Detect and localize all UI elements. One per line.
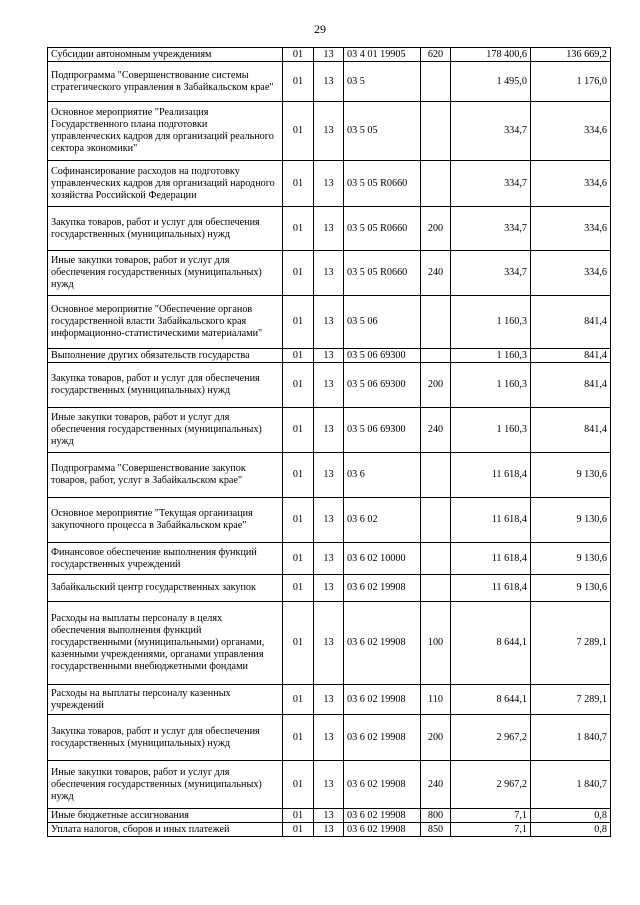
cell-sum-1: 178 400,6	[451, 48, 531, 62]
cell-csr: 03 6 02 19908	[344, 715, 421, 761]
table-row	[48, 823, 611, 837]
cell-name: Софинансирование расходов на подготовку управленческих кадров для организаций народного хозяйства Российской Федерации	[48, 161, 283, 207]
cell-gr: 01	[283, 498, 314, 543]
cell-name: Основное мероприятие "Текущая организация закупочного процесса в Забайкальском крае"	[48, 498, 283, 543]
cell-csr: 03 6 02 19908	[344, 809, 421, 823]
cell-pr: 13	[314, 575, 344, 602]
table-row	[48, 161, 611, 207]
cell-csr: 03 5 05 R0660	[344, 161, 421, 207]
cell-pr: 13	[314, 363, 344, 408]
cell-sum-1: 334,7	[451, 207, 531, 251]
cell-vr	[421, 161, 451, 207]
cell-vr	[421, 453, 451, 498]
cell-sum-1: 11 618,4	[451, 498, 531, 543]
cell-csr: 03 5 05 R0660	[344, 251, 421, 296]
cell-pr: 13	[314, 161, 344, 207]
cell-gr: 01	[283, 453, 314, 498]
cell-gr: 01	[283, 761, 314, 809]
cell-csr: 03 5 06 69300	[344, 363, 421, 408]
cell-pr: 13	[314, 685, 344, 715]
cell-pr: 13	[314, 761, 344, 809]
cell-csr: 03 6	[344, 453, 421, 498]
cell-vr: 200	[421, 715, 451, 761]
cell-sum-2: 1 840,7	[531, 761, 611, 809]
table-row	[48, 602, 611, 685]
cell-sum-2: 7 289,1	[531, 685, 611, 715]
cell-sum-2: 841,4	[531, 296, 611, 349]
cell-sum-2: 334,6	[531, 102, 611, 161]
cell-sum-2: 9 130,6	[531, 498, 611, 543]
cell-name: Закупка товаров, работ и услуг для обеспечения государственных (муниципальных) нужд	[48, 715, 283, 761]
table-row	[48, 715, 611, 761]
cell-name: Основное мероприятие "Реализация Государственного плана подготовки управленческих кадров для организаций реального сектора экономики"	[48, 102, 283, 161]
cell-name: Расходы на выплаты персоналу казенных учреждений	[48, 685, 283, 715]
cell-name: Финансовое обеспечение выполнения функций государственных учреждений	[48, 543, 283, 575]
table-row	[48, 207, 611, 251]
cell-gr: 01	[283, 207, 314, 251]
cell-pr: 13	[314, 62, 344, 102]
cell-name: Забайкальский центр государственных закупок	[48, 575, 283, 602]
cell-vr	[421, 62, 451, 102]
cell-name: Подпрограмма "Совершенствование закупок товаров, работ, услуг в Забайкальском крае"	[48, 453, 283, 498]
cell-gr: 01	[283, 543, 314, 575]
cell-pr: 13	[314, 823, 344, 837]
cell-csr: 03 5 05 R0660	[344, 207, 421, 251]
cell-sum-1: 1 160,3	[451, 363, 531, 408]
table-row	[48, 102, 611, 161]
cell-pr: 13	[314, 715, 344, 761]
cell-name: Расходы на выплаты персоналу в целях обеспечения выполнения функций государственными (муниципальными) органами, казенными учреждениями, органами управления государственными внебюджетными фондами	[48, 602, 283, 685]
cell-csr: 03 5 05	[344, 102, 421, 161]
cell-sum-1: 1 160,3	[451, 349, 531, 363]
cell-sum-1: 1 160,3	[451, 408, 531, 453]
cell-name: Основное мероприятие "Обеспечение органов государственной власти Забайкальского края информационно-статистическими материалами"	[48, 296, 283, 349]
table-row	[48, 48, 611, 62]
cell-sum-1: 334,7	[451, 161, 531, 207]
cell-pr: 13	[314, 602, 344, 685]
cell-sum-1: 1 495,0	[451, 62, 531, 102]
table-row	[48, 296, 611, 349]
cell-csr: 03 5	[344, 62, 421, 102]
cell-vr: 800	[421, 809, 451, 823]
cell-sum-2: 841,4	[531, 408, 611, 453]
cell-vr: 100	[421, 602, 451, 685]
cell-csr: 03 6 02 10000	[344, 543, 421, 575]
cell-sum-2: 334,6	[531, 161, 611, 207]
cell-sum-1: 2 967,2	[451, 761, 531, 809]
cell-sum-2: 136 669,2	[531, 48, 611, 62]
cell-name: Иные закупки товаров, работ и услуг для обеспечения государственных (муниципальных) нужд	[48, 761, 283, 809]
cell-vr: 850	[421, 823, 451, 837]
cell-gr: 01	[283, 823, 314, 837]
cell-sum-1: 8 644,1	[451, 685, 531, 715]
cell-name: Выполнение других обязательств государства	[48, 349, 283, 363]
cell-sum-2: 9 130,6	[531, 575, 611, 602]
cell-vr: 200	[421, 207, 451, 251]
cell-sum-1: 334,7	[451, 102, 531, 161]
table-row	[48, 575, 611, 602]
cell-vr: 620	[421, 48, 451, 62]
cell-csr: 03 6 02 19908	[344, 823, 421, 837]
cell-gr: 01	[283, 349, 314, 363]
cell-csr: 03 5 06	[344, 296, 421, 349]
cell-sum-2: 841,4	[531, 349, 611, 363]
cell-sum-1: 7,1	[451, 809, 531, 823]
page-number: 29	[314, 22, 326, 36]
cell-sum-2: 1 176,0	[531, 62, 611, 102]
cell-gr: 01	[283, 251, 314, 296]
cell-vr: 240	[421, 761, 451, 809]
cell-csr: 03 6 02 19908	[344, 685, 421, 715]
cell-sum-2: 0,8	[531, 809, 611, 823]
cell-gr: 01	[283, 102, 314, 161]
cell-gr: 01	[283, 715, 314, 761]
cell-sum-2: 334,6	[531, 251, 611, 296]
cell-csr: 03 4 01 19905	[344, 48, 421, 62]
cell-sum-2: 7 289,1	[531, 602, 611, 685]
cell-sum-2: 841,4	[531, 363, 611, 408]
cell-vr	[421, 102, 451, 161]
cell-vr	[421, 296, 451, 349]
cell-sum-1: 7,1	[451, 823, 531, 837]
cell-sum-1: 11 618,4	[451, 575, 531, 602]
table-row	[48, 408, 611, 453]
cell-gr: 01	[283, 602, 314, 685]
cell-pr: 13	[314, 102, 344, 161]
cell-vr: 110	[421, 685, 451, 715]
cell-sum-2: 9 130,6	[531, 543, 611, 575]
cell-pr: 13	[314, 296, 344, 349]
budget-table	[47, 47, 611, 837]
table-row	[48, 761, 611, 809]
cell-sum-2: 334,6	[531, 207, 611, 251]
cell-sum-1: 2 967,2	[451, 715, 531, 761]
table-row	[48, 363, 611, 408]
cell-vr	[421, 349, 451, 363]
cell-sum-1: 334,7	[451, 251, 531, 296]
cell-name: Уплата налогов, сборов и иных платежей	[48, 823, 283, 837]
cell-gr: 01	[283, 48, 314, 62]
cell-gr: 01	[283, 62, 314, 102]
cell-csr: 03 6 02 19908	[344, 575, 421, 602]
cell-csr: 03 6 02	[344, 498, 421, 543]
budget-table-body	[48, 48, 611, 837]
cell-pr: 13	[314, 498, 344, 543]
cell-name: Подпрограмма "Совершенствование системы стратегического управления в Забайкальском крае"	[48, 62, 283, 102]
cell-pr: 13	[314, 48, 344, 62]
cell-gr: 01	[283, 575, 314, 602]
cell-gr: 01	[283, 296, 314, 349]
cell-sum-1: 11 618,4	[451, 543, 531, 575]
cell-vr	[421, 498, 451, 543]
cell-name: Закупка товаров, работ и услуг для обеспечения государственных (муниципальных) нужд	[48, 363, 283, 408]
table-row	[48, 349, 611, 363]
cell-pr: 13	[314, 453, 344, 498]
table-row	[48, 685, 611, 715]
cell-sum-2: 1 840,7	[531, 715, 611, 761]
cell-vr: 200	[421, 363, 451, 408]
cell-pr: 13	[314, 251, 344, 296]
table-row	[48, 251, 611, 296]
cell-csr: 03 6 02 19908	[344, 761, 421, 809]
cell-csr: 03 5 06 69300	[344, 349, 421, 363]
cell-gr: 01	[283, 408, 314, 453]
cell-vr: 240	[421, 251, 451, 296]
table-row	[48, 62, 611, 102]
cell-pr: 13	[314, 408, 344, 453]
cell-name: Закупка товаров, работ и услуг для обеспечения государственных (муниципальных) нужд	[48, 207, 283, 251]
cell-sum-1: 8 644,1	[451, 602, 531, 685]
table-row	[48, 543, 611, 575]
cell-sum-1: 1 160,3	[451, 296, 531, 349]
cell-pr: 13	[314, 809, 344, 823]
cell-vr: 240	[421, 408, 451, 453]
cell-sum-2: 0,8	[531, 823, 611, 837]
cell-csr: 03 6 02 19908	[344, 602, 421, 685]
cell-pr: 13	[314, 349, 344, 363]
cell-gr: 01	[283, 685, 314, 715]
cell-sum-2: 9 130,6	[531, 453, 611, 498]
cell-name: Субсидии автономным учреждениям	[48, 48, 283, 62]
cell-sum-1: 11 618,4	[451, 453, 531, 498]
cell-gr: 01	[283, 161, 314, 207]
cell-name: Иные закупки товаров, работ и услуг для обеспечения государственных (муниципальных) нужд	[48, 408, 283, 453]
table-row	[48, 809, 611, 823]
table-row	[48, 453, 611, 498]
cell-pr: 13	[314, 543, 344, 575]
cell-gr: 01	[283, 809, 314, 823]
cell-pr: 13	[314, 207, 344, 251]
cell-vr	[421, 543, 451, 575]
cell-csr: 03 5 06 69300	[344, 408, 421, 453]
cell-name: Иные бюджетные ассигнования	[48, 809, 283, 823]
cell-name: Иные закупки товаров, работ и услуг для обеспечения государственных (муниципальных) нужд	[48, 251, 283, 296]
cell-vr	[421, 575, 451, 602]
cell-gr: 01	[283, 363, 314, 408]
table-row	[48, 498, 611, 543]
